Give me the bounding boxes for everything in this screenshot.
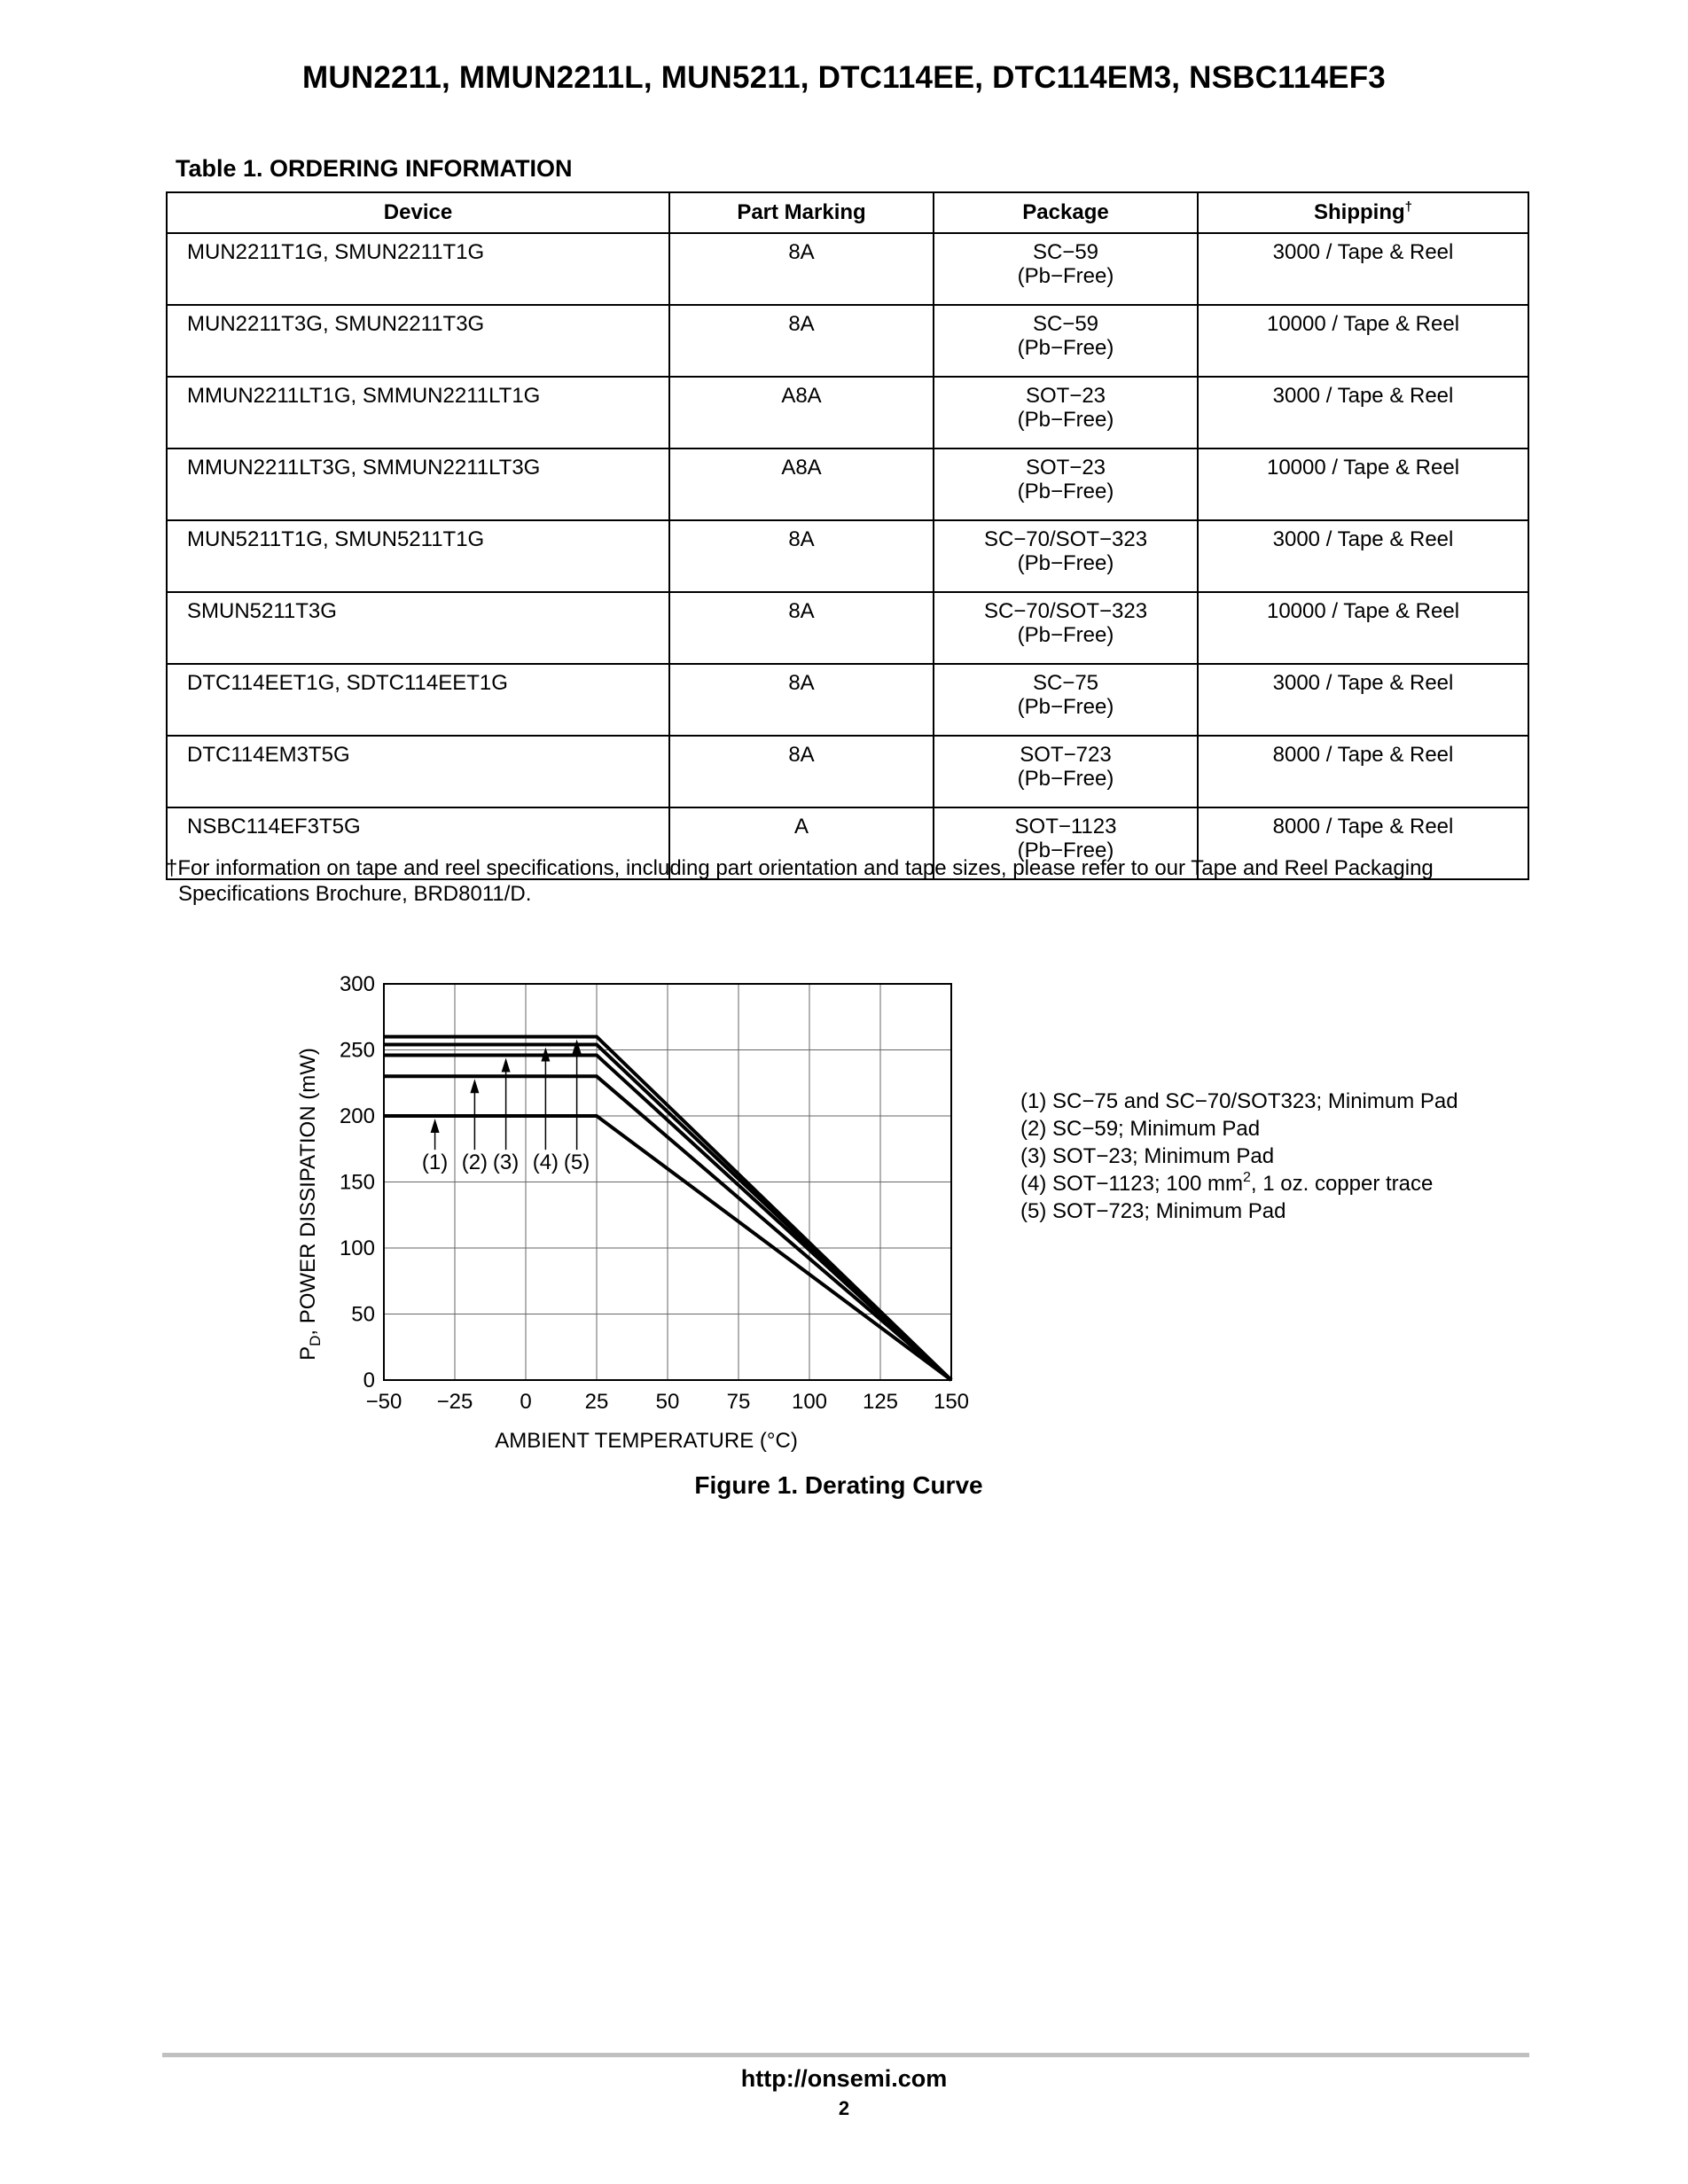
cell-package	[934, 736, 1198, 807]
cell-part-marking: 8A	[669, 305, 934, 377]
axis-ticks	[340, 972, 969, 1414]
table-caption: Table 1. ORDERING INFORMATION	[176, 155, 573, 182]
cell-part-marking: 8A	[669, 664, 934, 736]
cell-shipping: 3000 / Tape & Reel	[1198, 520, 1528, 592]
series-label-2: (2)	[461, 1150, 488, 1175]
ordering-table	[166, 191, 1529, 880]
column-header-part-marking: Part Marking	[669, 192, 934, 233]
footer-url: http://onsemi.com	[740, 2065, 948, 2092]
cell-device: MUN5211T1G, SMUN5211T1G	[167, 520, 669, 592]
package-note: (Pb−Free)	[1017, 623, 1114, 647]
cell-part-marking: A8A	[669, 448, 934, 520]
cell-device: NSBC114EF3T5G	[167, 807, 669, 879]
dagger-mark: †	[1404, 199, 1412, 214]
legend-entry-superscript: 2	[1243, 1170, 1251, 1185]
table-row	[167, 377, 1528, 448]
package-note: (Pb−Free)	[1017, 408, 1114, 432]
series-label-5: (5)	[563, 1150, 590, 1175]
cell-package	[934, 592, 1198, 664]
cell-device: DTC114EET1G, SDTC114EET1G	[167, 664, 669, 736]
package-note: (Pb−Free)	[1017, 695, 1114, 719]
y-axis-label-p: P	[296, 1346, 320, 1361]
series-arrow-head-5	[573, 1040, 582, 1054]
y-tick-label: 200	[339, 1104, 375, 1128]
cell-part-marking: 8A	[669, 592, 934, 664]
footer-divider	[162, 2053, 1529, 2057]
table-row	[167, 592, 1528, 664]
legend-entry-2: (2) SC−59; Minimum Pad	[1020, 1117, 1261, 1141]
x-tick-label: 75	[726, 1390, 751, 1414]
table-body	[167, 233, 1528, 879]
cell-shipping: 10000 / Tape & Reel	[1198, 592, 1528, 664]
table-row	[167, 520, 1528, 592]
y-tick-label: 100	[339, 1236, 375, 1260]
x-tick-label: 0	[520, 1390, 532, 1414]
package-name: SOT−1123	[1014, 815, 1117, 838]
derating-chart	[0, 957, 1688, 1471]
footnote-line-2: Specifications Brochure, BRD8011/D.	[178, 882, 532, 906]
cell-device: MMUN2211LT3G, SMMUN2211LT3G	[167, 448, 669, 520]
package-note: (Pb−Free)	[1017, 480, 1114, 503]
x-axis-label: AMBIENT TEMPERATURE (°C)	[495, 1429, 798, 1453]
table-row	[167, 664, 1528, 736]
package-name: SOT−23	[1025, 384, 1106, 408]
footnote-line-1: †For information on tape and reel specifications, including part orientation and tape sizes, please refer to our Tape and Reel Packaging	[166, 856, 1434, 880]
cell-shipping: 10000 / Tape & Reel	[1198, 305, 1528, 377]
table-row	[167, 233, 1528, 305]
legend-entry-5: (5) SOT−723; Minimum Pad	[1020, 1199, 1286, 1223]
cell-device: DTC114EM3T5G	[167, 736, 669, 807]
cell-shipping: 3000 / Tape & Reel	[1198, 377, 1528, 448]
cell-package	[934, 448, 1198, 520]
series-label-3: (3)	[492, 1150, 520, 1175]
x-tick-label: −50	[365, 1390, 402, 1414]
cell-package	[934, 520, 1198, 592]
cell-package	[934, 233, 1198, 305]
x-tick-label: 50	[655, 1390, 680, 1414]
series-label-4: (4)	[532, 1150, 559, 1175]
legend-entry-1: (1) SC−75 and SC−70/SOT323; Minimum Pad	[1020, 1089, 1458, 1113]
cell-package	[934, 377, 1198, 448]
cell-device: SMUN5211T3G	[167, 592, 669, 664]
x-tick-label: 25	[584, 1390, 609, 1414]
page-title: MUN2211, MMUN2211L, MUN5211, DTC114EE, DTC114EM3, NSBC114EF3	[302, 60, 1386, 95]
package-name: SOT−723	[1020, 743, 1112, 767]
package-note: (Pb−Free)	[1017, 767, 1114, 791]
page-number: 2	[838, 2097, 850, 2119]
y-tick-label: 0	[363, 1369, 375, 1392]
table-header-row	[167, 192, 1528, 233]
cell-shipping: 8000 / Tape & Reel	[1198, 807, 1528, 879]
series-arrows	[422, 1040, 590, 1175]
x-tick-label: 100	[791, 1390, 828, 1414]
package-name: SC−75	[1032, 671, 1099, 695]
package-name: SC−70/SOT−323	[983, 527, 1148, 551]
column-header-package: Package	[934, 192, 1198, 233]
table-row	[167, 448, 1528, 520]
y-axis-label	[296, 1048, 324, 1361]
y-tick-label: 300	[339, 972, 375, 996]
x-tick-label: −25	[436, 1390, 473, 1414]
package-note: (Pb−Free)	[1017, 336, 1114, 360]
cell-package	[934, 664, 1198, 736]
cell-part-marking: 8A	[669, 233, 934, 305]
series-label-1: (1)	[421, 1150, 449, 1175]
y-tick-label: 150	[339, 1170, 375, 1195]
package-note: (Pb−Free)	[1017, 551, 1114, 575]
y-tick-label: 250	[339, 1038, 375, 1063]
cell-part-marking: 8A	[669, 736, 934, 807]
series-arrow-head-2	[470, 1079, 479, 1093]
package-name: SC−59	[1032, 312, 1099, 336]
series-arrow-head-1	[431, 1119, 440, 1133]
column-header-device: Device	[167, 192, 669, 233]
shipping-header-label: Shipping	[1314, 200, 1405, 224]
figure-caption	[0, 1471, 1688, 1500]
cell-shipping: 8000 / Tape & Reel	[1198, 736, 1528, 807]
x-tick-label: 150	[933, 1390, 970, 1414]
legend-entry-3: (3) SOT−23; Minimum Pad	[1020, 1144, 1275, 1168]
table-footnote	[166, 855, 1529, 907]
cell-shipping: 3000 / Tape & Reel	[1198, 664, 1528, 736]
cell-device: MUN2211T3G, SMUN2211T3G	[167, 305, 669, 377]
legend-entry-text-tail: , 1 oz. copper trace	[1250, 1172, 1434, 1196]
y-tick-label: 50	[351, 1302, 375, 1327]
cell-part-marking: A8A	[669, 377, 934, 448]
chart-legend	[1020, 1089, 1458, 1223]
cell-shipping: 10000 / Tape & Reel	[1198, 448, 1528, 520]
package-note: (Pb−Free)	[1017, 264, 1114, 288]
cell-shipping: 3000 / Tape & Reel	[1198, 233, 1528, 305]
x-tick-label: 125	[862, 1390, 899, 1414]
cell-part-marking: 8A	[669, 520, 934, 592]
package-name: SC−70/SOT−323	[983, 599, 1148, 623]
cell-device: MUN2211T1G, SMUN2211T1G	[167, 233, 669, 305]
series-arrow-head-3	[502, 1057, 511, 1072]
legend-entry-text: (4) SOT−1123; 100 mm	[1020, 1172, 1243, 1196]
figure-caption-text: Figure 1. Derating Curve	[694, 1471, 983, 1499]
cell-device: MMUN2211LT1G, SMMUN2211LT1G	[167, 377, 669, 448]
y-axis-label-rest: , POWER DISSIPATION (mW)	[296, 1048, 320, 1336]
y-axis-label-sub: D	[307, 1335, 324, 1346]
table-row	[167, 305, 1528, 377]
legend-entry-4	[1020, 1170, 1433, 1196]
package-name: SOT−23	[1025, 456, 1106, 480]
package-note: (Pb−Free)	[1017, 838, 1114, 862]
cell-package	[934, 305, 1198, 377]
cell-part-marking: A	[669, 807, 934, 879]
package-name: SC−59	[1032, 240, 1099, 264]
column-header-shipping	[1198, 192, 1528, 233]
table-row	[167, 736, 1528, 807]
